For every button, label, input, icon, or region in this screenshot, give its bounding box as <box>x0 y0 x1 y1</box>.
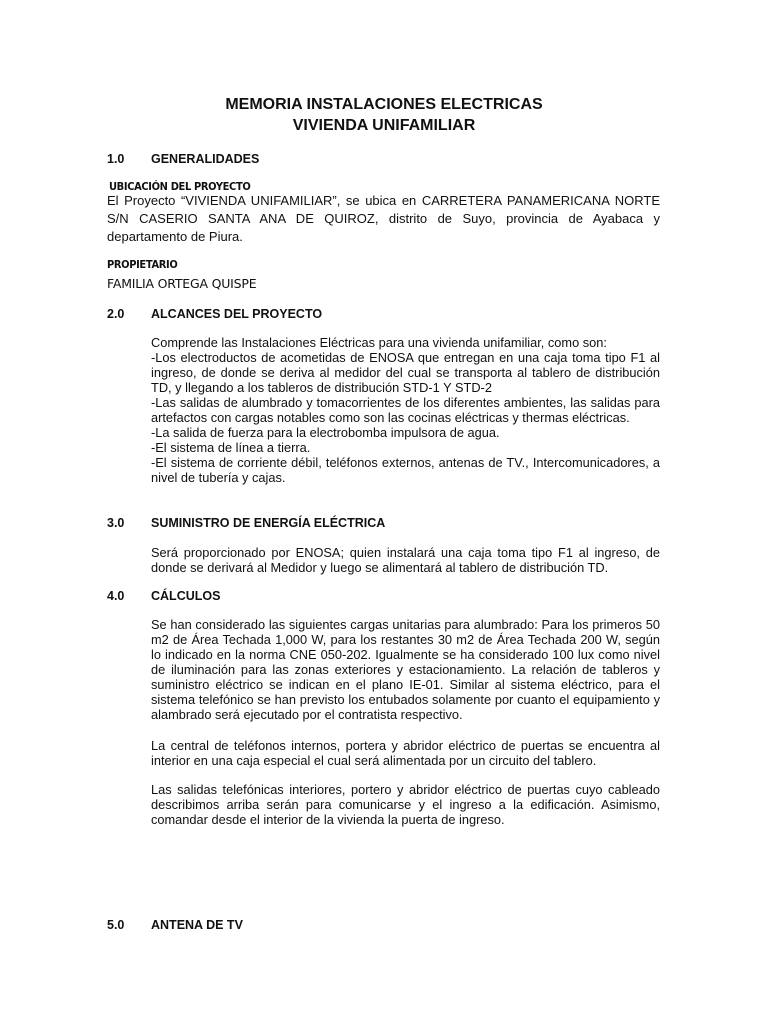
section-heading-generalidades <box>107 151 259 167</box>
section-heading-calculos <box>107 588 220 604</box>
calculos-paragraph-3: Las salidas telefónicas interiores, portero y abridor eléctrico de puertas cuyo cableado describimos arriba serán para comunicarse y el ingreso a la edificación. Asimismo, comandar desde el interior de la vivienda la puerta de ingreso. <box>151 782 660 827</box>
section-title: ALCANCES DEL PROYECTO <box>151 307 323 321</box>
section-title: CÁLCULOS <box>151 589 221 603</box>
document-title-line1: MEMORIA INSTALACIONES ELECTRICAS <box>225 96 543 113</box>
section-heading-suministro <box>107 515 385 531</box>
document-title-line2: VIVIENDA UNIFAMILIAR <box>292 117 476 134</box>
alcances-line: -La salida de fuerza para la electrobomba impulsora de agua. <box>151 425 500 440</box>
section-number: 4.0 <box>107 589 125 603</box>
section-number: 5.0 <box>107 918 125 932</box>
alcances-line: -Los electroductos de acometidas de ENOSA que entregan en una caja toma tipo F1 al ingreso, de donde se deriva al medidor del cual se transporta al tablero de distribución TD, y llegando a los tableros de distribución STD-1 Y STD-2 <box>151 350 660 395</box>
ubicacion-text: El Proyecto “VIVIENDA UNIFAMILIAR”, se ubica en CARRETERA PANAMERICANA NORTE S/N CASERIO SANTA ANA DE QUIROZ, distrito de Suyo, provincia de Ayabaca y departamento de Piura. <box>107 193 660 244</box>
section-number: 2.0 <box>107 307 125 321</box>
section-title: GENERALIDADES <box>151 152 260 166</box>
alcances-line: -El sistema de línea a tierra. <box>151 440 311 455</box>
alcances-line: -El sistema de corriente débil, teléfonos externos, antenas de TV., Intercomunicadores, a nivel de tubería y cajas. <box>151 455 660 485</box>
alcances-list <box>151 335 660 485</box>
section-heading-antena <box>107 917 243 933</box>
alcances-line: Comprende las Instalaciones Eléctricas para una vivienda unifamiliar, como son: <box>151 335 607 350</box>
ubicacion-label: UBICACIÓN DEL PROYECTO <box>109 180 251 193</box>
alcances-line: -Las salidas de alumbrado y tomacorrientes de los diferentes ambientes, las salidas para artefactos con cargas notables como son las cocinas eléctricas y thermas eléctricas. <box>151 395 660 425</box>
suministro-text: Será proporcionado por ENOSA; quien instalará una caja toma tipo F1 al ingreso, de donde se derivará al Medidor y luego se alimentará al tablero de distribución TD. <box>151 545 660 575</box>
section-title: SUMINISTRO DE ENERGÍA ELÉCTRICA <box>151 516 386 530</box>
propietario-value: FAMILIA ORTEGA QUISPE <box>107 276 257 291</box>
calculos-paragraph-2: La central de teléfonos internos, portera y abridor eléctrico de puertas se encuentra al interior en una caja especial el cual será alimentada por un circuito del tablero. <box>151 738 660 768</box>
section-title: ANTENA DE TV <box>151 918 243 932</box>
section-heading-alcances <box>107 306 322 322</box>
calculos-paragraph-1: Se han considerado las siguientes cargas unitarias para alumbrado: Para los primeros 50 m2 de Área Techada 1,000 W, para los restantes 30 m2 de Área Techada 200 W, según lo indicado en la norma CNE 050-202. Igualmente se ha considerado 100 lux como nivel de iluminación para las zonas exteriores y estacionamiento. La relación de tableros y suministro eléctrico se indican en el plano IE-01. Similar al sistema eléctrico, para el sistema telefónico se han previsto los entubados solamente por cuanto el equipamiento y alambrado será ejecutado por el contratista respectivo. <box>151 617 660 722</box>
propietario-label: PROPIETARIO <box>107 258 178 271</box>
section-number: 3.0 <box>107 516 125 530</box>
section-number: 1.0 <box>107 152 125 166</box>
